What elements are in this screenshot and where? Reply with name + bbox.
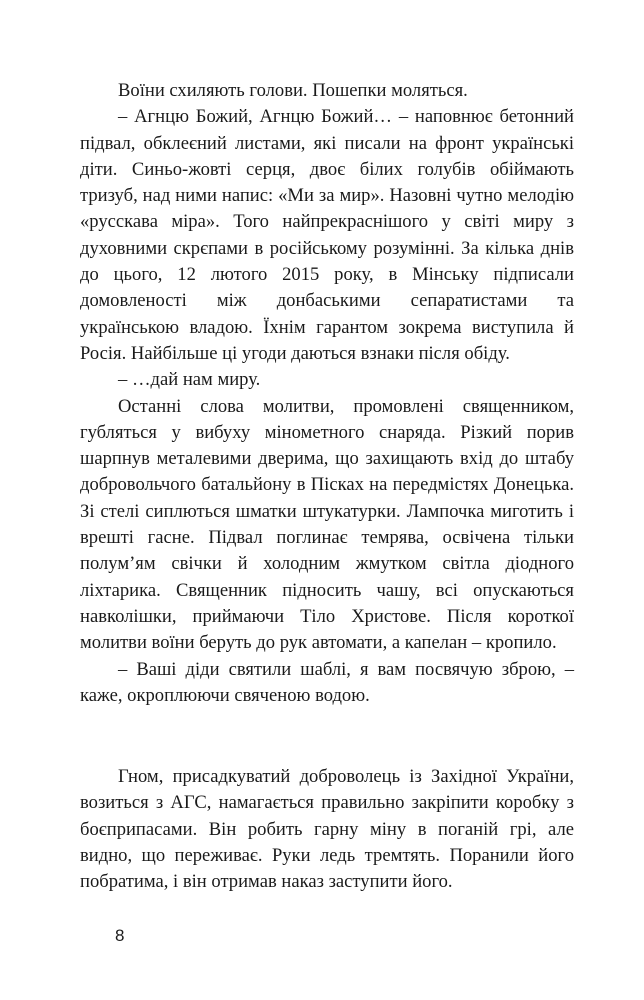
paragraph: Останні слова молитви, промовлені священником, губляться у вибуху мінометного снаряда. Різкий порив шарпнув металевими дверима, що захищають вхід до штабу добровольчого батальйону в Пісках на передмістях Донецька. Зі стелі сиплються шматки штукатурки. Лампочка миготить і врешті гасне. Підвал поглинає темрява, освічена тільки полум’ям свічки й холодним жмутком світла діодного ліхтарика. Священник підносить чашу, всі опускаються навколішки, приймаючи Тіло Христове. Після короткої молитви воїни беруть до рук автомати, а капелан – кропило. bbox=[80, 395, 574, 654]
text-section-2 bbox=[80, 764, 574, 895]
page-number: 8 bbox=[115, 926, 125, 945]
paragraph: – Ваші діди святили шаблі, я вам посвячую зброю, – каже, окроплюючи свяченою водою. bbox=[80, 658, 574, 706]
paragraph: – Агнцю Божий, Агнцю Божий… – наповнює бетонний підвал, обклеєний листами, які писали на фронт українські діти. Синьо-жовті серця, двоє білих голубів обіймають тризуб, над ними напис: «Ми за мир». Назовні чутно мелодію «русскава міра». Того найпрекраснішого у світі миру з духовними скрєпами в російському розумінні. За кілька днів до цього, 12 лютого 2015 року, в Мінську підписали домовленості між донбаськими сепаратистами та українською владою. Їхнім гарантом зокрема виступила й Росія. Найбільше ці угоди даються взнаки після обіду. bbox=[80, 106, 574, 364]
paragraph: Воїни схиляють голови. Пошепки моляться. bbox=[118, 80, 468, 101]
paragraph: – …дай нам миру. bbox=[118, 369, 261, 391]
paragraph: Гном, присадкуватий доброволець із Західної України, возиться з АГС, намагається правильно закріпити коробку з боєприпасами. Він робить гарну міну в поганій грі, але видно, що переживає. Руки ледь тремтять. Поранили його побратима, і він отримав наказ заступити його. bbox=[80, 766, 574, 893]
text-section-1 bbox=[80, 78, 574, 709]
